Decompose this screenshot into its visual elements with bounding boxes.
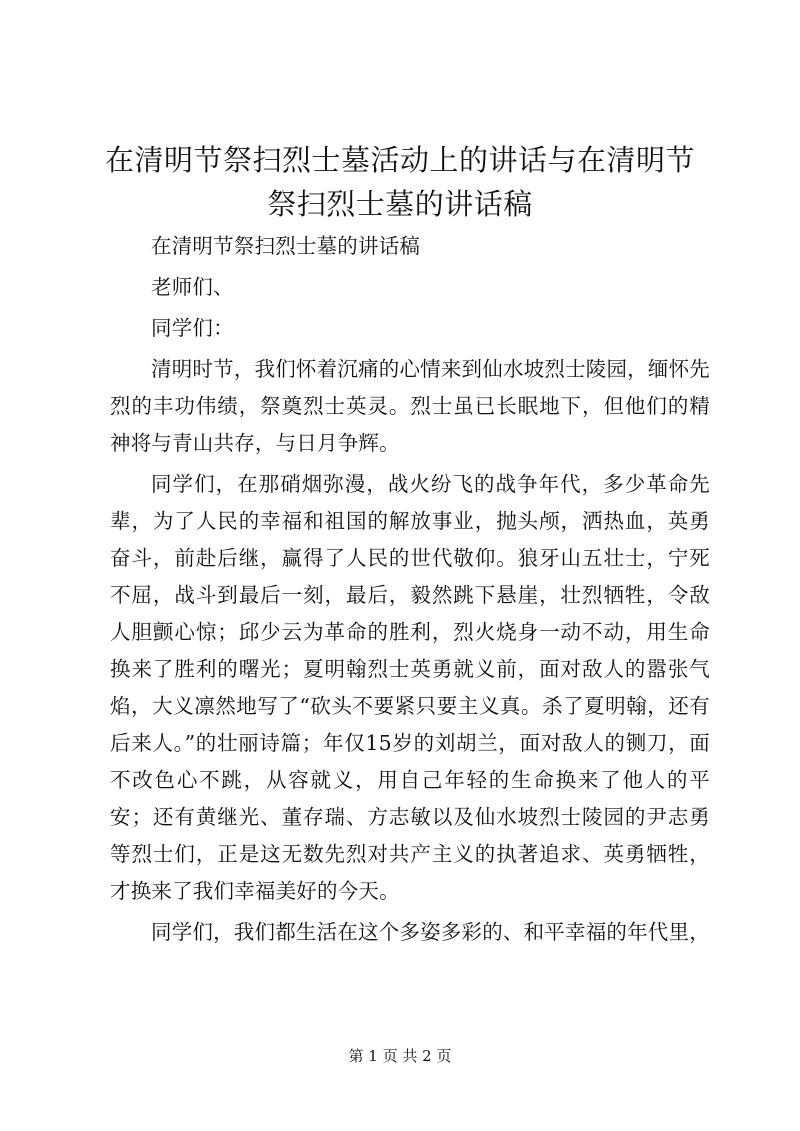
paragraph-subtitle: 在清明节祭扫烈士墓的讲话稿 — [151, 234, 421, 258]
paragraph-salutation-teachers: 老师们、 — [151, 275, 234, 299]
paragraph-present-day: 同学们，我们都生活在这个多姿多彩的、和平幸福的年代里， — [151, 920, 710, 944]
paragraph-martyrs: 同学们，在那硝烟弥漫，战火纷飞的战争年代，多少革命先辈，为了人民的幸福和祖国的解放事业，抛头颅，洒热血，英勇奋斗，前赴后继，赢得了人民的世代敬仰。狼牙山五壮士，宁死不屈，战斗到最后一刻，最后，毅然跳下悬崖，壮烈牺牲，令敌人胆颤心惊；邱少云为革命的胜利，烈火烧身一动不动，用生命换来了胜利的曙光；夏明翰烈士英勇就义前，面对敌人的嚣张气焰，大义凛然地写了“砍头不要紧只要主义真。杀了夏明翰，还有后来人。”的壮丽诗篇；年仅15岁的刘胡兰，面对敌人的铡刀，面不改色心不跳，从容就义，用自己年轻的生命换来了他人的平安；还有黄继光、董存瑞、方志敏以及仙水坡烈士陵园的尹志勇等烈士们，正是这无数先烈对共产主义的执著追求、英勇牺牲，才换来了我们幸福美好的今天。 — [110, 472, 710, 903]
document-title: 在清明节祭扫烈士墓活动上的讲话与在清明节祭扫烈士墓的讲话稿 — [104, 143, 695, 221]
page-number-footer: 第 1 页 共 2 页 — [348, 1047, 452, 1065]
paragraph-opening: 清明时节，我们怀着沉痛的心情来到仙水坡烈士陵园，缅怀先烈的丰功伟绩，祭奠烈士英灵。烈士虽已长眠地下，但他们的精神将与青山共存，与日月争辉。 — [110, 357, 710, 455]
paragraph-salutation-students: 同学们： — [151, 316, 234, 340]
document-body — [110, 228, 710, 951]
